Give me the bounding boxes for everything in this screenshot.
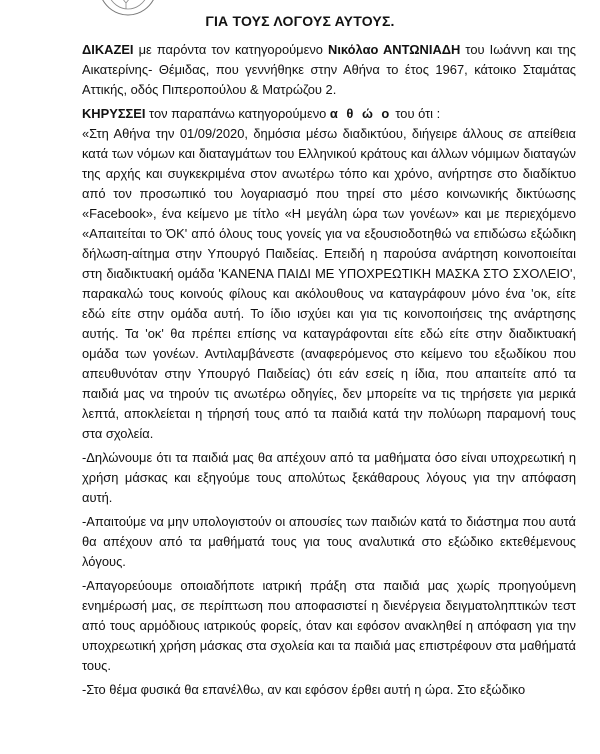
verdict-verb: ΚΗΡΥΣΣΕΙ: [82, 106, 146, 121]
verdict-text-2: του ότι :: [391, 106, 441, 121]
statement-paragraph-1: -Δηλώνουμε ότι τα παιδιά μας θα απέχουν από τα μαθήματα όσο είναι υποχρεωτική η χρήση μάσκας και εξηγούμε τους απολύτως ξεκάθαρους λόγους για την απόφαση αυτή.: [82, 450, 576, 505]
statement-paragraph-2: -Απαιτούμε να μην υπολογιστούν οι απουσίες των παιδιών κατά το διάστημα που αυτά θα απέχουν από τα μαθήματά τους για τους αναλυτικά στο εξώδικο εκτεθέμενους λόγους.: [82, 514, 576, 569]
statement-paragraph-3: -Απαγορεύουμε οποιαδήποτε ιατρική πράξη στα παιδιά μας χωρίς προηγούμενη ενημέρωσή μας, σε περίπτωση που αποφασιστεί η διενέργεια δειγματοληπτικών τεστ από τους αρμόδιους ιατρικούς φορείς, όταν και εφόσον ανακληθεί η απόφαση για την υποχρεωτική χρήση μάσκας στα σχολεία και τα παιδιά μας επιστρέφουν στα μαθήματά τους.: [82, 578, 576, 673]
verdict-paragraph: [82, 104, 576, 124]
statement-paragraph-4: -Στο θέμα φυσικά θα επανέλθω, αν και εφόσον έρθει αυτή η ώρα. Στο εξώδικο: [82, 682, 526, 697]
document-body: [82, 40, 576, 700]
charge-quote-paragraph: «Στη Αθήνα την 01/09/2020, δημόσια μέσω διαδικτύου, διήγειρε άλλους σε απείθεια κατά των νόμων και διαταγμάτων του Ελληνικού κράτους και άλλων νόμιμων διαταγών της αρχής και συγκεκριμένα στον ανωτέρω τόπο και χρόνο, ανήρτησε στο διαδίκτυο από τον προσωπικό του λογαριασμό που τηρεί στο μέσο κοινωνικής δικτύωσης «Facebook», ένα κείμενο με τίτλο «Η μεγάλη ώρα των γονέων» και με περιεχόμενο «Απαιτείται το ΌΚ' από όλους τους γονείς για να εξουσιοδοτηθώ να επιδώσω εξώδικη δήλωση-αίτημα στην Υπουργό Παιδείας. Επειδή η παρούσα ανάρτηση κοινοποιείται στη διαδικτυακή ομάδα 'ΚΑΝΕΝΑ ΠΑΙΔΙ ΜΕ ΥΠΟΧΡΕΩΤΙΚΗ ΜΑΣΚΑ ΣΤΟ ΣΧΟΛΕΙΟ', παρακαλώ τους κοινούς φίλους και ακόλουθους να καταγράφουν μόνο ένα 'οκ, είτε εδώ είτε στην ομάδα αυτή. Το ίδιο ισχύει και για τις κοινοποιήσεις της ανάρτησης αυτής. Τα 'οκ' θα πρέπει επίσης να καταγράφονται είτε εδώ είτε στην διαδικτυακή ομάδα των γονέων. Αντιλαμβάνεστε (αναφερόμενος στο κείμενο του εξωδίκου που απευθυνόταν στην Υπουργό Παιδείας) ότι εάν εσείς η ίδια, που απαιτείτε από τα παιδιά μας να τηρούν τις ανωτέρω οδηγίες, δεν μπορείτε να τις τηρήσετε για μερικά λεπτά, αποκλείεται η τήρησή τους από τα παιδιά κατά την πολύωρη παραμονή τους στα σχολεία.: [82, 126, 576, 441]
verdict-text-1: τον παραπάνω κατηγορούμενο: [145, 106, 330, 121]
decision-paragraph: [82, 40, 576, 100]
decision-verb: ΔΙΚΑΖΕΙ: [82, 42, 134, 57]
defendant-name: Νικόλαο ΑΝΤΩΝΙΑΔΗ: [328, 42, 461, 57]
decision-text-2: του Ιωάννη και της Αικατερίνης- Θέμιδας, που γεννήθηκε στην Αθήνα το έτος 1967, κάτοικο Σταμάτας Αττικής, οδός Πιπεροπούλου & Ματρώζου 2.: [82, 42, 576, 97]
decision-text-1: με παρόντα τον κατηγορούμενο: [133, 42, 329, 57]
page-title: ΓΙΑ ΤΟΥΣ ΛΟΓΟΥΣ ΑΥΤΟΥΣ.: [205, 13, 395, 29]
verdict-word: α θ ώ ο: [329, 106, 392, 121]
